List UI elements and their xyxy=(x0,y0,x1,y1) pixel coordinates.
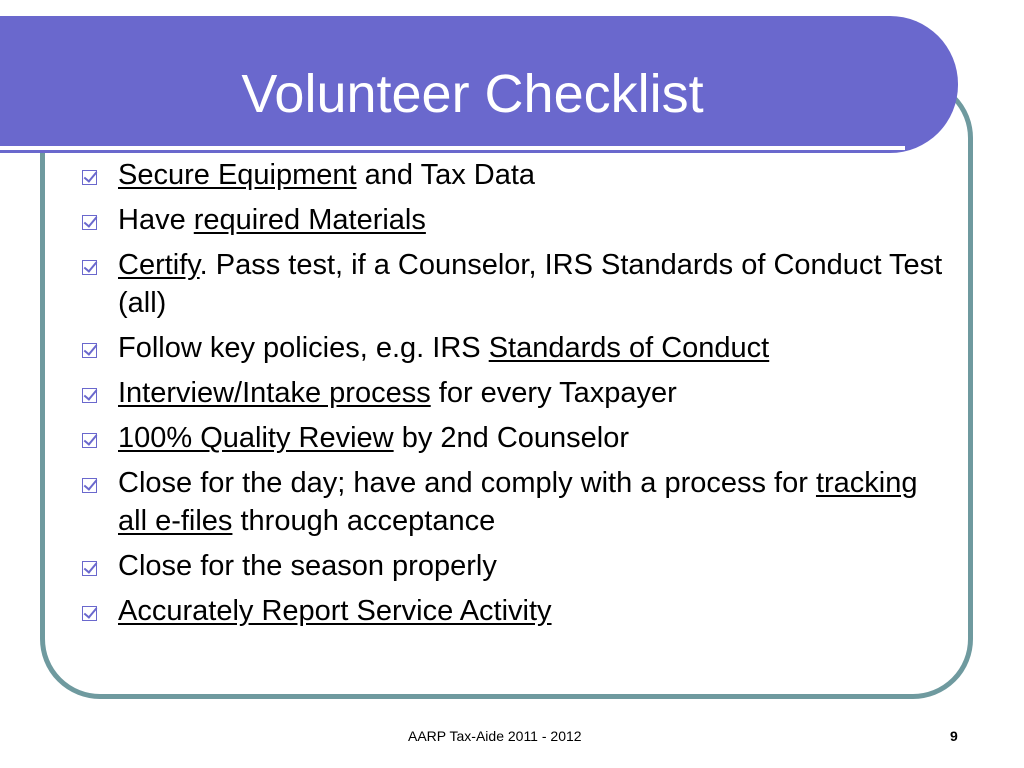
checklist-link[interactable]: required Materials xyxy=(193,204,426,236)
checklist-link[interactable]: 100% Quality Review xyxy=(118,422,394,454)
checklist-item-text xyxy=(118,374,952,412)
checklist-text-segment: through acceptance xyxy=(232,505,496,537)
checklist-item xyxy=(82,246,952,322)
checklist-link[interactable]: Interview/Intake process xyxy=(118,377,431,409)
footer-text: AARP Tax-Aide 2011 - 2012 xyxy=(408,728,582,744)
checklist-item-text xyxy=(118,329,952,367)
checklist-item xyxy=(82,156,952,194)
checkbox-checked-icon xyxy=(82,388,97,403)
checklist-item xyxy=(82,592,952,630)
checklist-item-text xyxy=(118,419,952,457)
checklist-text-segment: Follow key policies, e.g. IRS xyxy=(118,332,489,364)
checklist-item-text xyxy=(118,156,952,194)
checklist-link[interactable]: Accurately Report Service Activity xyxy=(118,595,552,627)
checklist-item-text xyxy=(118,592,952,630)
title-underline-rule xyxy=(0,146,905,150)
checklist-item-text xyxy=(118,246,952,322)
checklist-text-segment: Close for the season properly xyxy=(118,550,497,582)
checkbox-checked-icon xyxy=(82,478,97,493)
checklist-link[interactable]: Standards of Conduct xyxy=(488,332,770,364)
checklist-text-segment: by 2nd Counselor xyxy=(393,422,630,454)
checklist-item-text xyxy=(118,464,952,540)
checkbox-checked-icon xyxy=(82,561,97,576)
checklist-item-text xyxy=(118,547,952,585)
slide-title: Volunteer Checklist xyxy=(241,64,704,124)
checklist-text-segment: Close for the day; have and comply with a process for xyxy=(118,467,816,499)
checklist-link[interactable]: tracking all e-files xyxy=(118,467,918,537)
checklist-link[interactable]: Certify xyxy=(118,249,200,281)
checklist-text-segment: for every Taxpayer xyxy=(430,377,677,409)
checkbox-checked-icon xyxy=(82,606,97,621)
checkbox-checked-icon xyxy=(82,343,97,358)
checklist-item xyxy=(82,374,952,412)
checkbox-checked-icon xyxy=(82,215,97,230)
checklist-item xyxy=(82,547,952,585)
checklist-item xyxy=(82,201,952,239)
checklist-item xyxy=(82,329,952,367)
checkbox-checked-icon xyxy=(82,170,97,185)
checkbox-checked-icon xyxy=(82,433,97,448)
checklist-item-text xyxy=(118,201,952,239)
checkbox-checked-icon xyxy=(82,260,97,275)
checklist-item xyxy=(82,464,952,540)
checklist-text-segment: and Tax Data xyxy=(356,159,536,191)
page-number: 9 xyxy=(950,728,958,744)
checklist-link[interactable]: Secure Equipment xyxy=(118,159,357,191)
checklist-item xyxy=(82,419,952,457)
title-bar xyxy=(0,16,958,153)
checklist-text-segment: Have xyxy=(118,204,194,236)
checklist-text-segment: . Pass test, if a Counselor, IRS Standards of Conduct Test (all) xyxy=(118,249,943,319)
checklist xyxy=(82,156,952,637)
